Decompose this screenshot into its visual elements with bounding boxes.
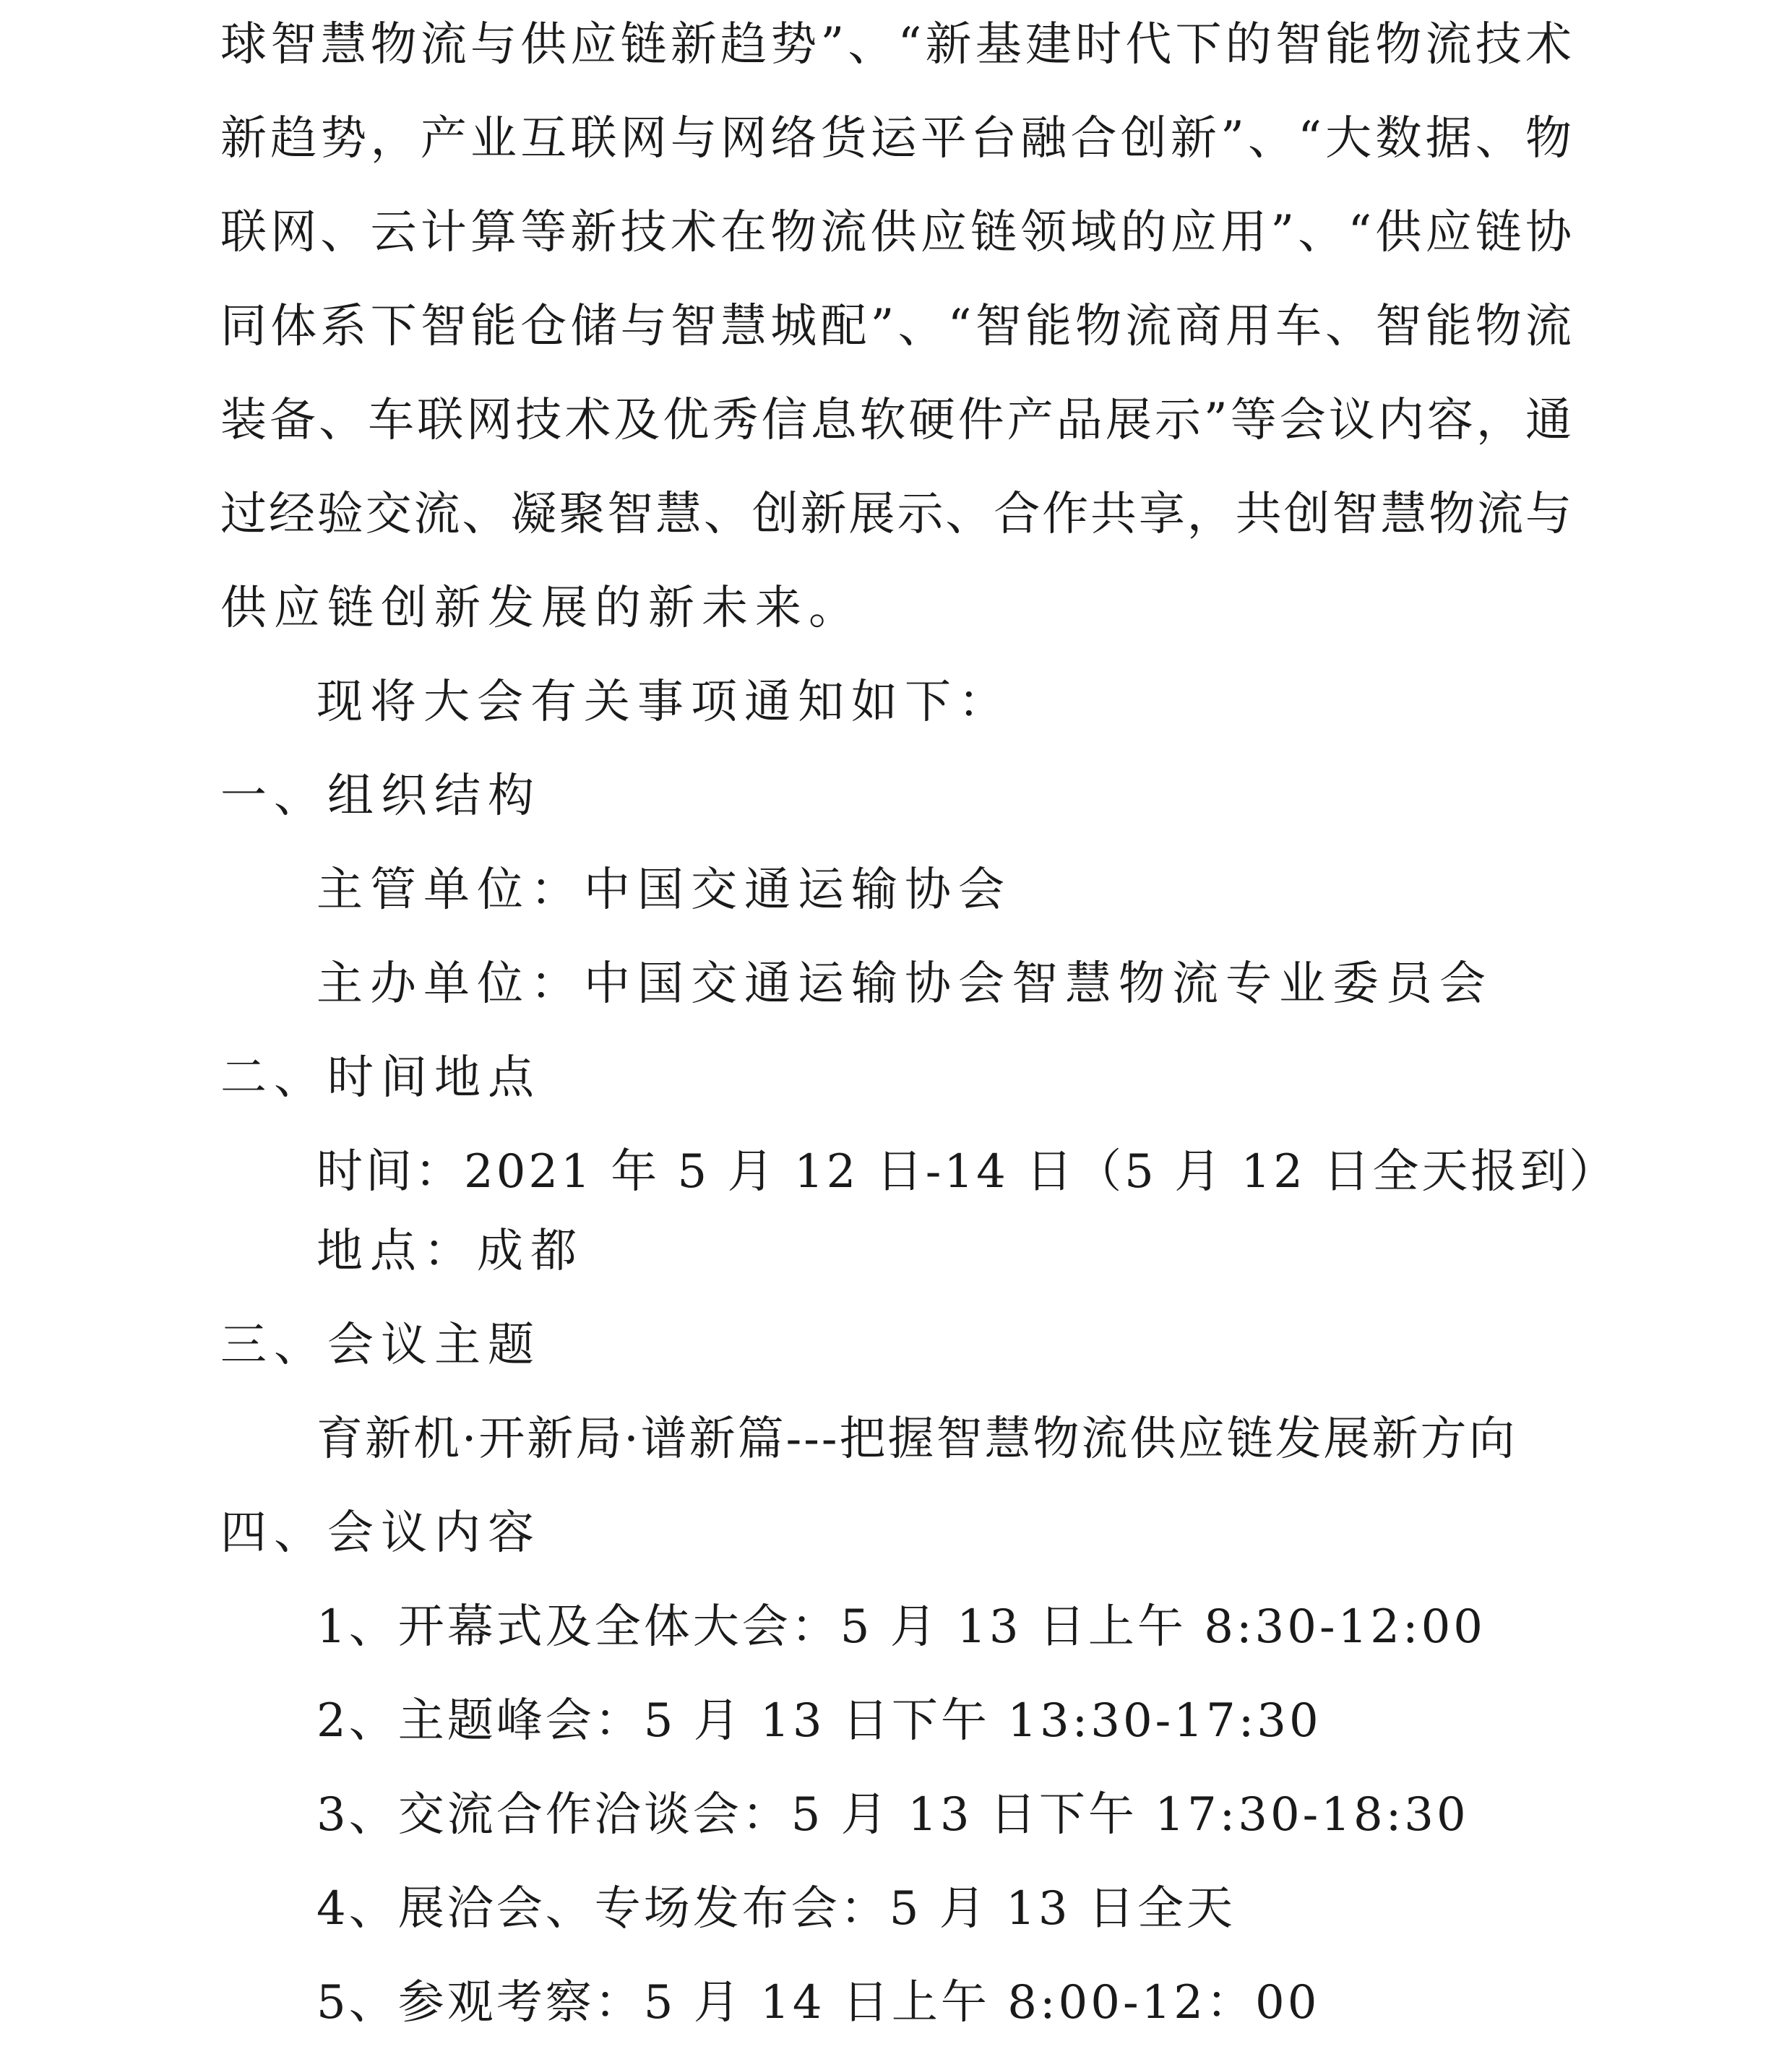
section-heading-organization: 一、组织结构	[220, 769, 541, 823]
content-item-5: 5、参观考察：5 月 14 日上午 8:00-12：00	[316, 1976, 1320, 2029]
content-item-3: 3、交流合作洽谈会：5 月 13 日下午 17:30-18:30	[316, 1788, 1469, 1842]
content-item-2: 2、主题峰会：5 月 13 日下午 13:30-17:30	[316, 1694, 1322, 1748]
intro-line-5: 装备、车联网技术及优秀信息软硬件产品展示”等会议内容，通	[220, 394, 1572, 447]
supervisor-line: 主管单位：中国交通运输协会	[316, 863, 1012, 917]
intro-line-1: 球智慧物流与供应链新趋势”、“新基建时代下的智能物流技术	[220, 18, 1572, 72]
intro-line-7: 供应链创新发展的新未来。	[220, 582, 862, 635]
intro-line-4: 同体系下智能仓储与智慧城配”、“智能物流商用车、智能物流	[220, 300, 1572, 353]
notice-line: 现将大会有关事项通知如下：	[316, 676, 1012, 729]
section-heading-content: 四、会议内容	[220, 1506, 541, 1560]
time-line: 时间：2021 年 5 月 12 日-14 日（5 月 12 日全天报到）	[316, 1145, 1619, 1199]
organizer-line: 主办单位：中国交通运输协会智慧物流专业委员会	[316, 957, 1493, 1011]
intro-line-3: 联网、云计算等新技术在物流供应链领域的应用”、“供应链协	[220, 206, 1572, 259]
content-item-1: 1、开幕式及全体大会：5 月 13 日上午 8:30-12:00	[316, 1600, 1486, 1654]
section-heading-time-place: 二、时间地点	[220, 1051, 541, 1105]
section-heading-theme: 三、会议主题	[220, 1319, 541, 1372]
intro-line-6: 过经验交流、凝聚智慧、创新展示、合作共享，共创智慧物流与	[220, 488, 1572, 541]
content-item-4: 4、展洽会、专场发布会：5 月 13 日全天	[316, 1882, 1236, 1936]
intro-line-2: 新趋势，产业互联网与网络货运平台融合创新”、“大数据、物	[220, 112, 1572, 165]
place-line: 地点：成都	[316, 1225, 584, 1278]
theme-line: 育新机·开新局·谱新篇---把握智慧物流供应链发展新方向	[316, 1412, 1517, 1466]
